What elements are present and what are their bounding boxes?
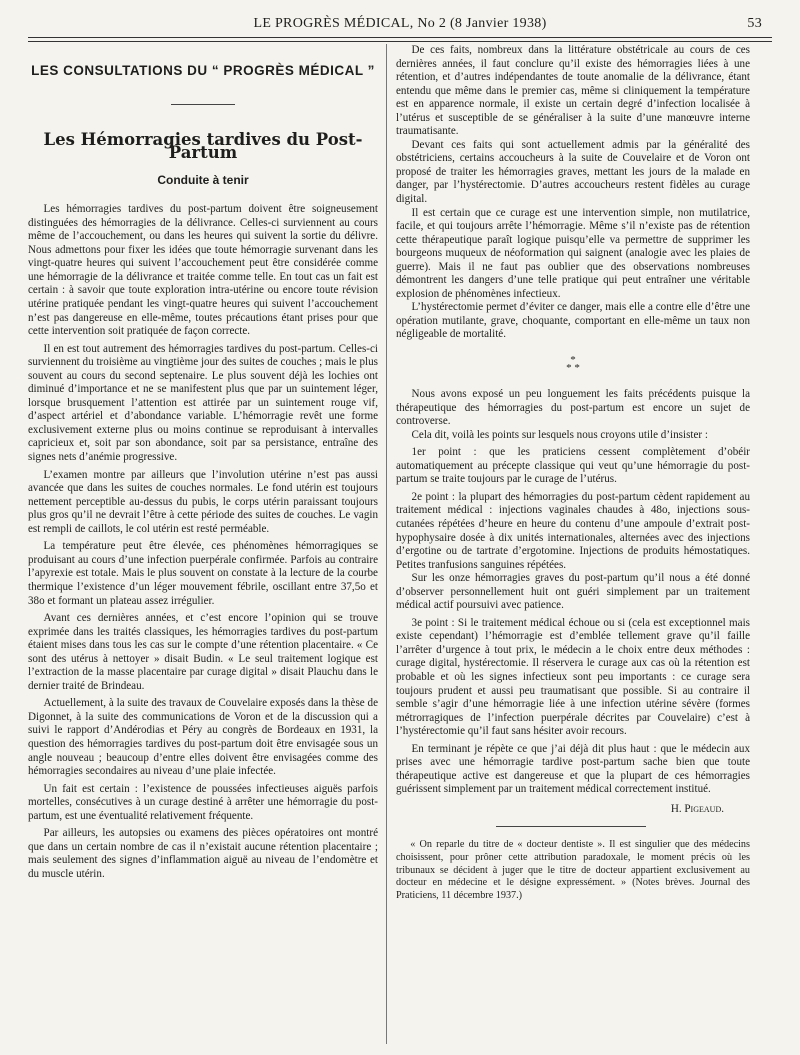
point-3: 3e point : Si le traitement médical échoue ou si (cela est exceptionnel mais existe cependant) l’hémorragie est d’emblée tellement grave qu’il faille l’arrêter d’urgence à tout prix, le médecin a le choix entre deux méthodes : curage digital, hystérectomie. Il réservera le curage aux cas où la rétention est probable et où les signes infectieux sont peu importants : ce curage sera toujours prudent et aussi peu traumatisant que possible. Si au contraire il semble s’agir d’une hémorragie liée à une infection utérine sévère (formes métrorragiques de l’infection puerpérale décrites par Couvelaire) c’est à l’hystérectomie qu’il faut sans hésiter avoir recours.	[396, 616, 750, 738]
article-title: Les Hémorragies tardives du Post-Partum	[43, 129, 363, 163]
column-divider	[386, 44, 387, 1044]
paragraph: L’examen montre par ailleurs que l’involution utérine n’est pas aussi avancée que dans les suites de couches normales. Le fond utérin est toujours nettement perceptible au-dessus du pubis, le corps utérin paraissant toujours plus gros qu’il ne devrait l’être à cette période des suites de couches. Le vagin est rempli de caillots, le col utérin est resté perméable.	[28, 468, 378, 535]
author-signature: H. Pigeaud.	[670, 802, 724, 815]
paragraph: De ces faits, nombreux dans la littérature obstétricale au cours de ces dernières années, il faut conclure qu’il existe des hémorragies liées à une rétention, et d’autres indépendantes de toute anomalie de la délivrance, étant entendu que même dans le premier cas, même si cliniquement la température est en apparence normale, il existe un certain degré d’infection localisée à l’utérus et susceptible de se généraliser à la suite d’une manœuvre interne traumatisante.	[396, 44, 750, 138]
paragraph: Cela dit, voilà les points sur lesquels nous croyons utile d’insister :	[411, 428, 708, 441]
paragraph: Un fait est certain : l’existence de poussées infectieuses aiguës parfois mortelles, consécutives à un curage destiné à arrêter une hémorragie du post-partum, est une éventualité relativement fréquente.	[28, 782, 378, 822]
paragraph: La température peut être élevée, ces phénomènes hémorragiques se produisant au cours d’une infection puerpérale confirmée. Parfois au contraire l’apyrexie est totale. Mais le plus souvent on constate à la lecture de la courbe thermique l’existence d’un léger mouvement fébrile, oscillant entre 37,5o et 38o et formant un plateau assez irrégulier.	[28, 540, 378, 607]
paragraph: Les hémorragies tardives du post-partum doivent être soigneusement distinguées des hémorragies de la délivrance. Celles-ci surviennent au cours même de l’accouchement, ou dans les heures qui suivent la sortie du délivre. Nous admettons pour fixer les idées que toute hémorragie survenant dans les vingt-quatre heures qui suivent l’accouchement peut être considérée comme une hémorragie de la délivrance et traitée comme telle. En tout cas un fait est certain : à savoir que toute exploration intra-utérine ou encore toute révision utérine pratiquée pendant les vingt-quatre heures qui suivent l’accouchement n’est pas dangereuse en elle-même, toutes précautions étant prises pour que cette intervention soit pratiquée de façon correcte.	[28, 203, 378, 338]
paragraph: Nous avons exposé un peu longuement les faits précédents puisque la thérapeutique des hémorragies du post-partum est encore un sujet de controverse.	[396, 388, 750, 428]
paragraph: Par ailleurs, les autopsies ou examens des pièces opératoires ont montré que dans un certain nombre de cas il n’existait aucune rétention placentaire ; mais seulement des signes d’inflammation aiguë au niveau de l’endomètre et du muscle utérin.	[28, 827, 378, 880]
paragraph: Actuellement, à la suite des travaux de Couvelaire exposés dans la thèse de Digonnet, à la suite des communications de Voron et de la discussion qui a suivi le rapport d’Andérodias et Péry au congrès de Bordeaux en 1931, la question des hémorragies tardives du post-partum doit être envisagée sous un angle nouveau ; beaucoup d’entre elles doivent être envisagées comme des hémorragies secondaires au niveau d’une plaie infectée.	[28, 697, 378, 778]
point-2: 2e point : la plupart des hémorragies du post-partum cèdent rapidement au traitement médical : injections vaginales chaudes à 48o, injections sous-cutanées répétées d’heure en heure du contenu d’une ampoule d’extrait post-hypophysaire dosée à dix unités internationales, alternées avec des injections d’ergotine ou de tartrate d’ergotomine. Injections de produits hémostatiques. Petites tranfusions sanguines répétées.	[396, 490, 750, 571]
point-1: 1er point : que les praticiens cessent complètement d’obéir automatiquement au précepte classique qui veut qu’une hémorragie du post-partum se traite toujours par le curage de l’utérus.	[396, 446, 750, 486]
paragraph: Avant ces dernières années, et c’est encore l’opinion qui se trouve exprimée dans les traités classiques, les hémorragies tardives du post-partum étaient mises dans tous les cas sur le compte d’une rétention placentaire. « Ce sont des utérus à nettoyer » disait Budin. « Le seul traitement logique est l’extraction de la masse placentaire par curage digital » disait Plauchu dans le dernier traité de Brindeau.	[28, 612, 378, 692]
paragraph: Il en est tout autrement des hémorragies tardives du post-partum. Celles-ci surviennent du troisième au vingtième jour des suites de couches ; mais le plus souvent au cours du second septenaire. Le plus souvent déjà les lochies ont diminué d’importance et ne se manifestent plus que par un suintement léger, lorsque brusquement l’attention est attirée par un suintement rouge vif, d’aspect artériel et d’abondance variable. L’hémorragie revêt une forme exclusivement externe plus ou moins continue se reproduisant à intervalles capricieux et, soit par son abondance, soit par sa persistance, entraîne des signes nets d’anémie progressive.	[28, 342, 378, 464]
header-rule	[28, 37, 772, 42]
paragraph: Il est certain que ce curage est une intervention simple, non mutilatrice, facile, et qui toujours arrête l’hémorragie. Même s’il n’existe pas de rétention cette thérapeutique paraît logique puisqu’elle va permettre de supprimer les bourgeons muqueux de néoformation qui saignent (analogie avec les plaies de guerre). Mais il ne faut pas oublier que des observations nombreuses démontrent les dangers d’une telle pratique qui peut entraîner une véritable explosion de phénomènes infectieux.	[396, 206, 750, 300]
page-number: 53	[747, 16, 762, 31]
left-column	[28, 44, 378, 881]
paragraph: Devant ces faits qui sont actuellement admis par la généralité des obstétriciens, certains accoucheurs à la suite de Couvelaire et de Voron ont proposé de traiter les hémorragies graves, mettant les jours de la malade en danger, par l’hystérectomie. D’autres accoucheurs restent fidèles au curage digital.	[396, 138, 750, 206]
paragraph: Sur les onze hémorragies graves du post-partum qu’il nous a été donné d’observer personnellement huit ont guéri simplement par un traitement médical actif poursuivi avec patience.	[396, 572, 750, 612]
article-subtitle: Conduite à tenir	[157, 172, 249, 187]
section-kicker: LES CONSULTATIONS DU “ PROGRÈS MÉDICAL ”	[31, 63, 375, 78]
footnote-quote: « On reparle du titre de « docteur dentiste ». Il est singulier que des médecins choisissent, pour prôner cette attribution paradoxale, le moment précis où les tribunaux se décident à juger que le titre de docteur appartient exclusivement au docteur en médecine et le désigne expressément. » (Notes brèves. Journal des Praticiens, 11 décembre 1937.)	[396, 839, 750, 901]
paragraph: En terminant je répète ce que j’ai déjà dit plus haut : que le médecin aux prises avec une hémorragie tardive post-partum sache bien que toute thérapeutique active est dangereuse et que la plupart de ces hémorragies guérissent simplement par un traitement médical correctement institué.	[396, 742, 750, 796]
asterism: * * *	[566, 354, 580, 375]
page-header	[28, 16, 772, 36]
right-column	[396, 44, 750, 902]
title-separator	[171, 104, 235, 105]
paragraph: L’hystérectomie permet d’éviter ce danger, mais elle a contre elle d’être une opération mutilante, grave, choquante, comportant en elle-même un taux non négligeable de mortalité.	[396, 301, 750, 341]
note-separator	[496, 826, 646, 827]
journal-header-title: LE PROGRÈS MÉDICAL, No 2 (8 Janvier 1938)	[253, 16, 547, 31]
